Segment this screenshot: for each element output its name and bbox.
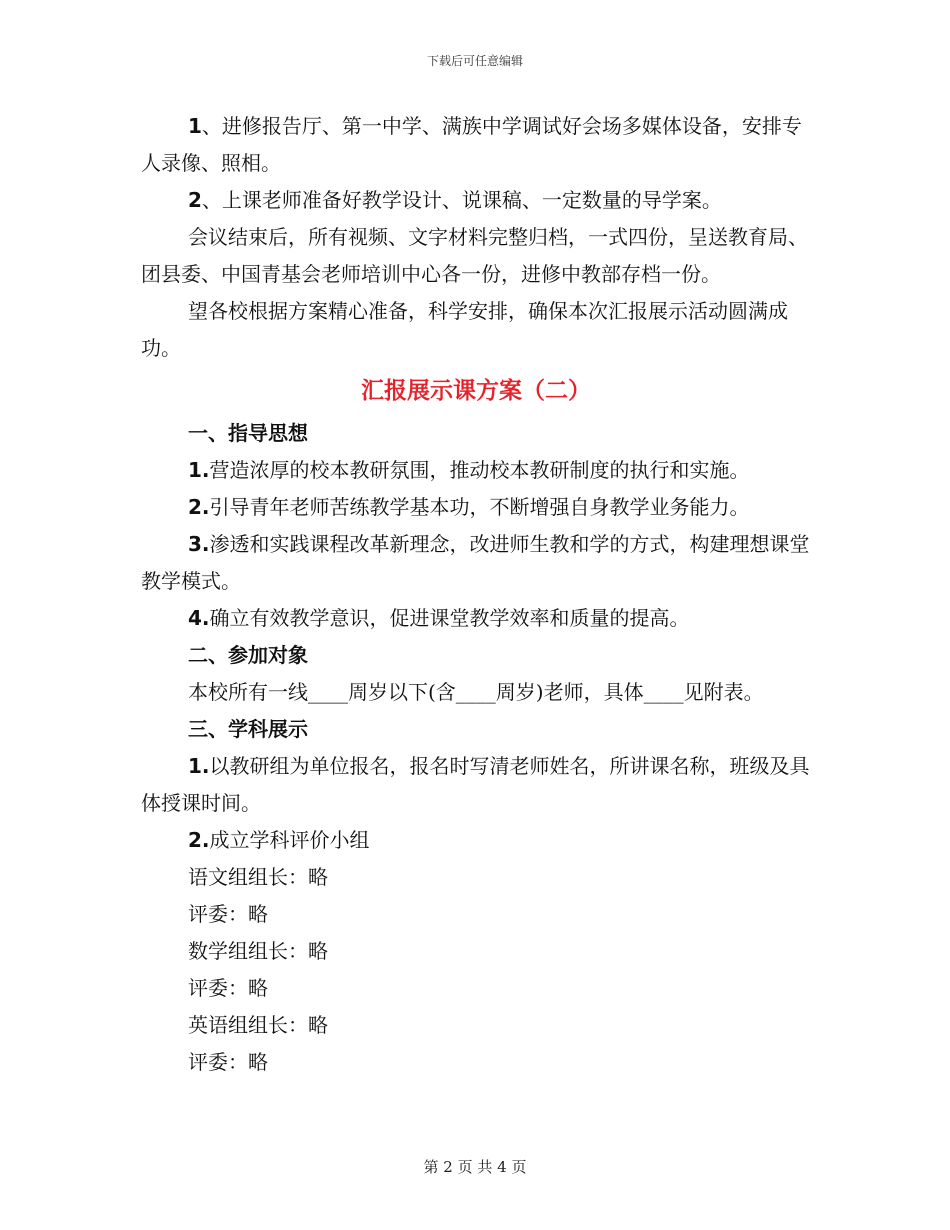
committee-line: 语文组组长：略 (188, 865, 328, 889)
document-body (141, 108, 811, 1081)
item-text: 、上课老师准备好教学设计、说课稿、一定数量的导学案。 (201, 188, 722, 212)
item-number: 2. (188, 828, 210, 852)
item-number: 3. (188, 532, 210, 556)
item-text: 引导青年老师苦练教学基本功，不断增强自身教学业务能力。 (209, 495, 750, 519)
list-item (141, 182, 811, 219)
item-text: 营造浓厚的校本教研氛围，推动校本教研制度的执行和实施。 (209, 458, 750, 482)
item-text: 渗透和实践课程改革新理念，改进师生教和学的方式，构建理想课堂教学模式。 (141, 532, 810, 593)
list-item (141, 748, 811, 822)
committee-line: 数学组组长：略 (188, 939, 328, 963)
section-heading-guiding: 一、指导思想 (188, 421, 308, 445)
item-text: 确立有效教学意识，促进课堂教学效率和质量的提高。 (209, 606, 690, 630)
section-heading-participants: 二、参加对象 (188, 643, 308, 667)
committee-line: 评委：略 (188, 902, 268, 926)
list-item (141, 600, 811, 637)
item-number: 2. (188, 495, 210, 519)
paragraph: 会议结束后，所有视频、文字材料完整归档，一式四份，呈送教育局、团县委、中国青基会老师培训中心各一份，进修中教部存档一份。 (141, 225, 808, 286)
document-title: 汇报展示课方案（二） (361, 378, 591, 404)
list-item (141, 489, 811, 526)
list-item (141, 452, 811, 489)
item-number: 1. (188, 754, 210, 778)
paragraph: 本校所有一线____周岁以下(含____周岁)老师，具体____见附表。 (188, 680, 764, 704)
item-number: 1. (188, 458, 210, 482)
committee-line: 评委：略 (188, 976, 268, 1000)
list-item (141, 822, 811, 859)
item-text: 、进修报告厅、第一中学、满族中学调试好会场多媒体设备，安排专人录像、照相。 (141, 114, 802, 175)
item-text: 以教研组为单位报名，报名时写清老师姓名，所讲课名称，班级及具体授课时间。 (141, 754, 810, 815)
committee-line: 评委：略 (188, 1050, 268, 1074)
header-note: 下载后可任意编辑 (426, 54, 523, 68)
page-footer: 第 2 页 共 4 页 (423, 1158, 527, 1176)
paragraph: 望各校根据方案精心准备，科学安排，确保本次汇报展示活动圆满成功。 (141, 299, 788, 360)
item-number: 2 (188, 188, 202, 212)
committee-line: 英语组组长：略 (188, 1013, 328, 1037)
item-number: 1 (188, 114, 202, 138)
list-item (141, 526, 811, 600)
list-item (141, 108, 811, 182)
item-number: 4. (188, 606, 210, 630)
section-heading-subjects: 三、学科展示 (188, 717, 308, 741)
item-text: 成立学科评价小组 (209, 828, 370, 852)
